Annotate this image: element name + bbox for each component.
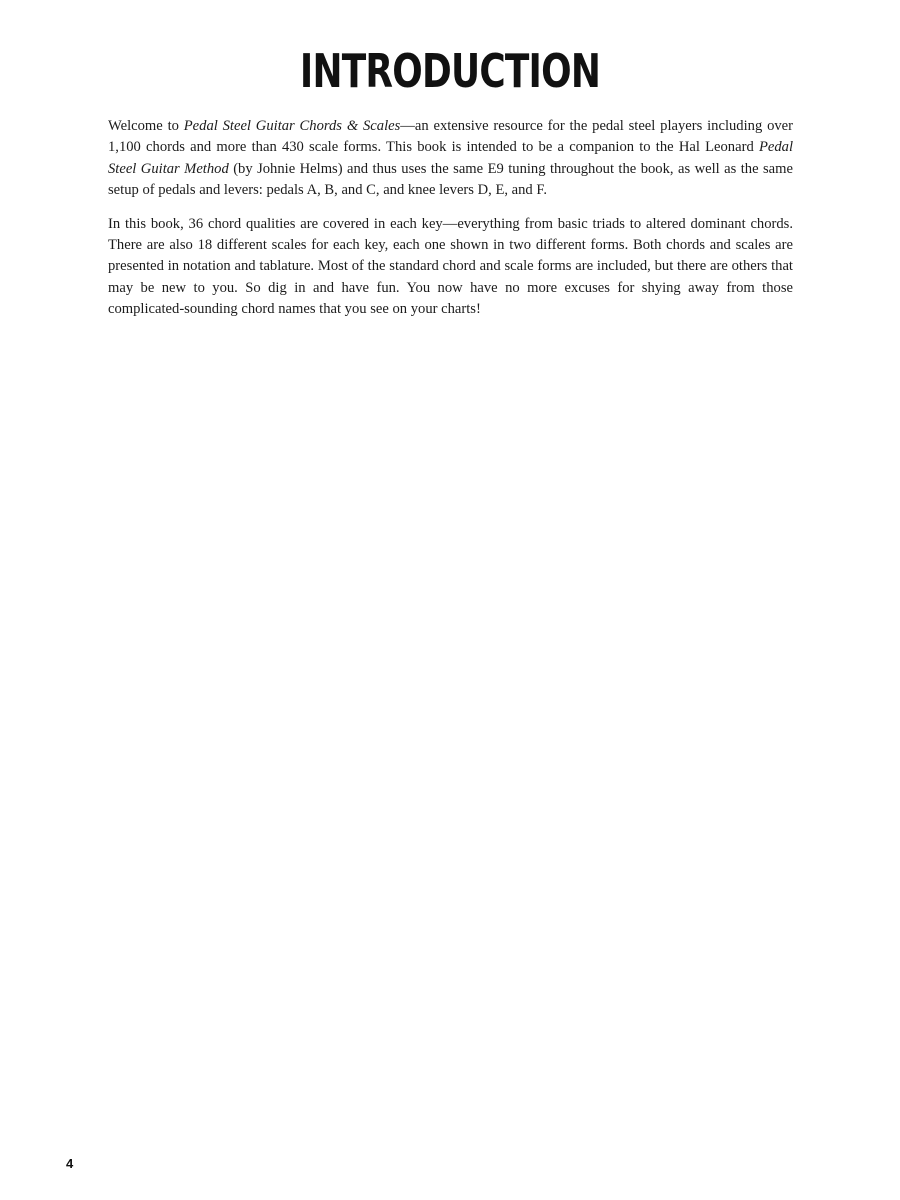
method-title-italic: Pedal Steel Guitar Method bbox=[108, 139, 793, 177]
paragraph-1-text: —an extensive resource for the pedal steel players including over 1,100 chords and more than 430 scale forms. This book is intended to be a companion to the Hal Leonard bbox=[108, 118, 794, 156]
paragraph-2: In this book, 36 chord qualities are covered in each key—everything from basic triads to altered dominant chords. There are also 18 different scales for each key, each one shown in two different forms. Both chords and scales are presented in notation and tablature. Most of the standard chord and scale forms are included, but there are others that may be new to you. So dig in and have fun. You now have no more excuses for shying away from those complicated-sounding chord names that you see on your charts! bbox=[108, 215, 793, 318]
book-title-italic: Pedal Steel Guitar Chords & Scales bbox=[183, 118, 401, 134]
body-text bbox=[108, 116, 793, 333]
page-title: INTRODUCTION bbox=[299, 44, 601, 98]
paragraph-1-text: Welcome to bbox=[108, 118, 184, 134]
paragraph-1-text: (by Johnie Helms) and thus uses the same E9 tuning throughout the book, as well as the same setup of pedals and levers: pedals A, B, and C, and knee levers D, E, and F. bbox=[108, 160, 793, 199]
paragraph-1 bbox=[108, 116, 793, 202]
page-number: 4 bbox=[66, 1156, 74, 1171]
